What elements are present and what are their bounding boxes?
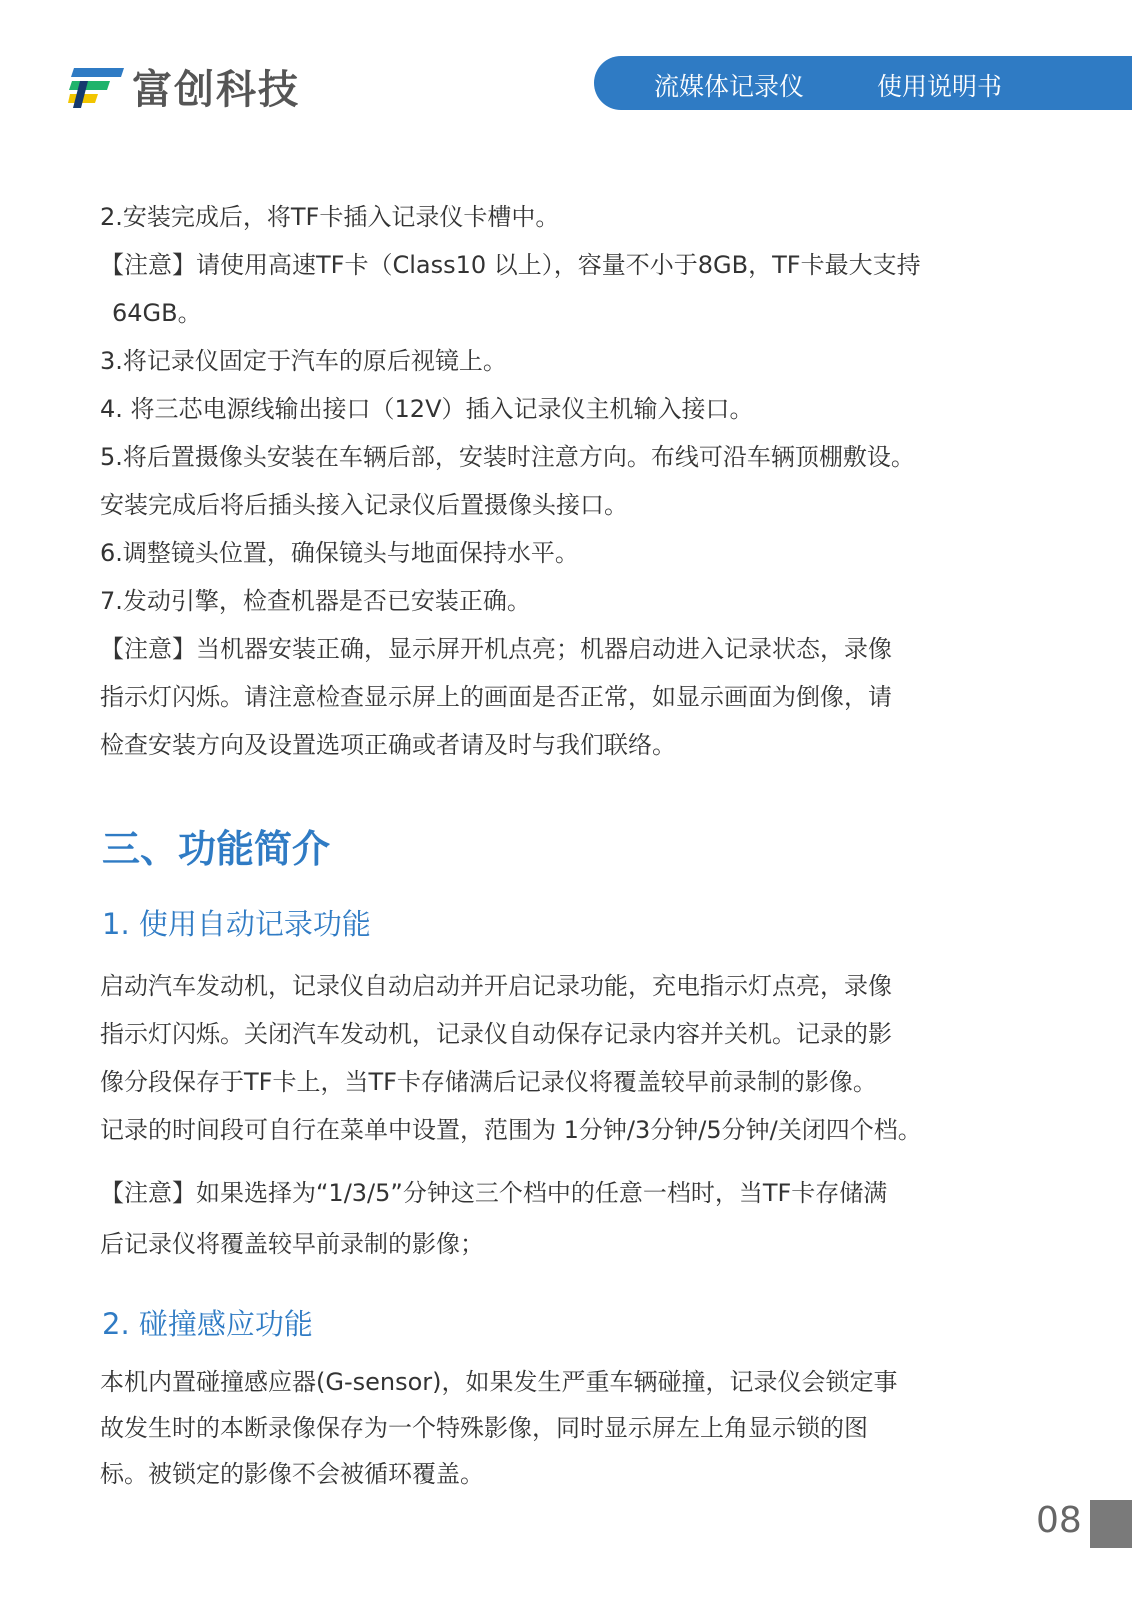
note-line: 后记录仪将覆盖较早前录制的影像；: [100, 1230, 484, 1258]
text-line: 7.发动引擎，检查机器是否已安装正确。: [100, 587, 531, 615]
page-tab-marker: [1090, 1500, 1132, 1548]
section-heading: 三、功能简介: [102, 827, 331, 871]
note-line: 【注意】如果选择为“1/3/5”分钟这三个档中的任意一档时，当TF卡存储满: [100, 1179, 888, 1207]
header-band: [594, 56, 1132, 110]
text-line: 6.调整镜头位置，确保镜头与地面保持水平。: [100, 539, 579, 567]
feature-heading-auto-record: 1. 使用自动记录功能: [102, 907, 371, 941]
text-line: 安装完成后将后插头接入记录仪后置摄像头接口。: [100, 491, 628, 519]
feature-collision-text: [100, 1359, 1070, 1497]
text-line: 【注意】请使用高速TF卡（Class10 以上），容量不小于8GB，TF卡最大支持: [100, 251, 921, 279]
text-line: 4. 将三芯电源线输出接口（12V）插入记录仪主机输入接口。: [100, 395, 754, 423]
text-line: 记录的时间段可自行在菜单中设置，范围为 1分钟/3分钟/5分钟/关闭四个档。: [100, 1116, 922, 1144]
text-line: 64GB。: [112, 299, 202, 327]
text-line: 5.将后置摄像头安装在车辆后部，安装时注意方向。布线可沿车辆顶棚敷设。: [100, 443, 915, 471]
brand-logo-mark-icon: [68, 64, 126, 110]
feature-auto-record-text: [100, 962, 1070, 1270]
document-title: 流媒体记录仪: [654, 72, 805, 101]
text-line: 指示灯闪烁。关闭汽车发动机，记录仪自动保存记录内容并关机。记录的影: [100, 1020, 892, 1048]
text-line: 故发生时的本断录像保存为一个特殊影像，同时显示屏左上角显示锁的图: [100, 1414, 868, 1442]
installation-steps: [100, 193, 1070, 769]
feature-heading-collision: 2. 碰撞感应功能: [102, 1307, 313, 1341]
text-line: 标。被锁定的影像不会被循环覆盖。: [100, 1460, 484, 1488]
text-line: 启动汽车发动机，记录仪自动启动并开启记录功能，充电指示灯点亮，录像: [100, 972, 892, 1000]
text-line: 指示灯闪烁。请注意检查显示屏上的画面是否正常，如显示画面为倒像，请: [100, 683, 892, 711]
text-line: 像分段保存于TF卡上，当TF卡存储满后记录仪将覆盖较早前录制的影像。: [100, 1068, 877, 1096]
manual-label: 使用说明书: [877, 72, 1003, 101]
brand-logo: [68, 58, 300, 115]
text-line: 本机内置碰撞感应器(G-sensor)，如果发生严重车辆碰撞，记录仪会锁定事: [100, 1368, 898, 1396]
page-number: 08: [1036, 1500, 1082, 1541]
brand-name: 富创科技: [132, 67, 300, 113]
text-line: 3.将记录仪固定于汽车的原后视镜上。: [100, 347, 507, 375]
text-line: 检查安装方向及设置选项正确或者请及时与我们联络。: [100, 731, 676, 759]
text-line: 2.安装完成后，将TF卡插入记录仪卡槽中。: [100, 203, 560, 231]
text-line: 【注意】当机器安装正确，显示屏开机点亮；机器启动进入记录状态，录像: [100, 635, 892, 663]
